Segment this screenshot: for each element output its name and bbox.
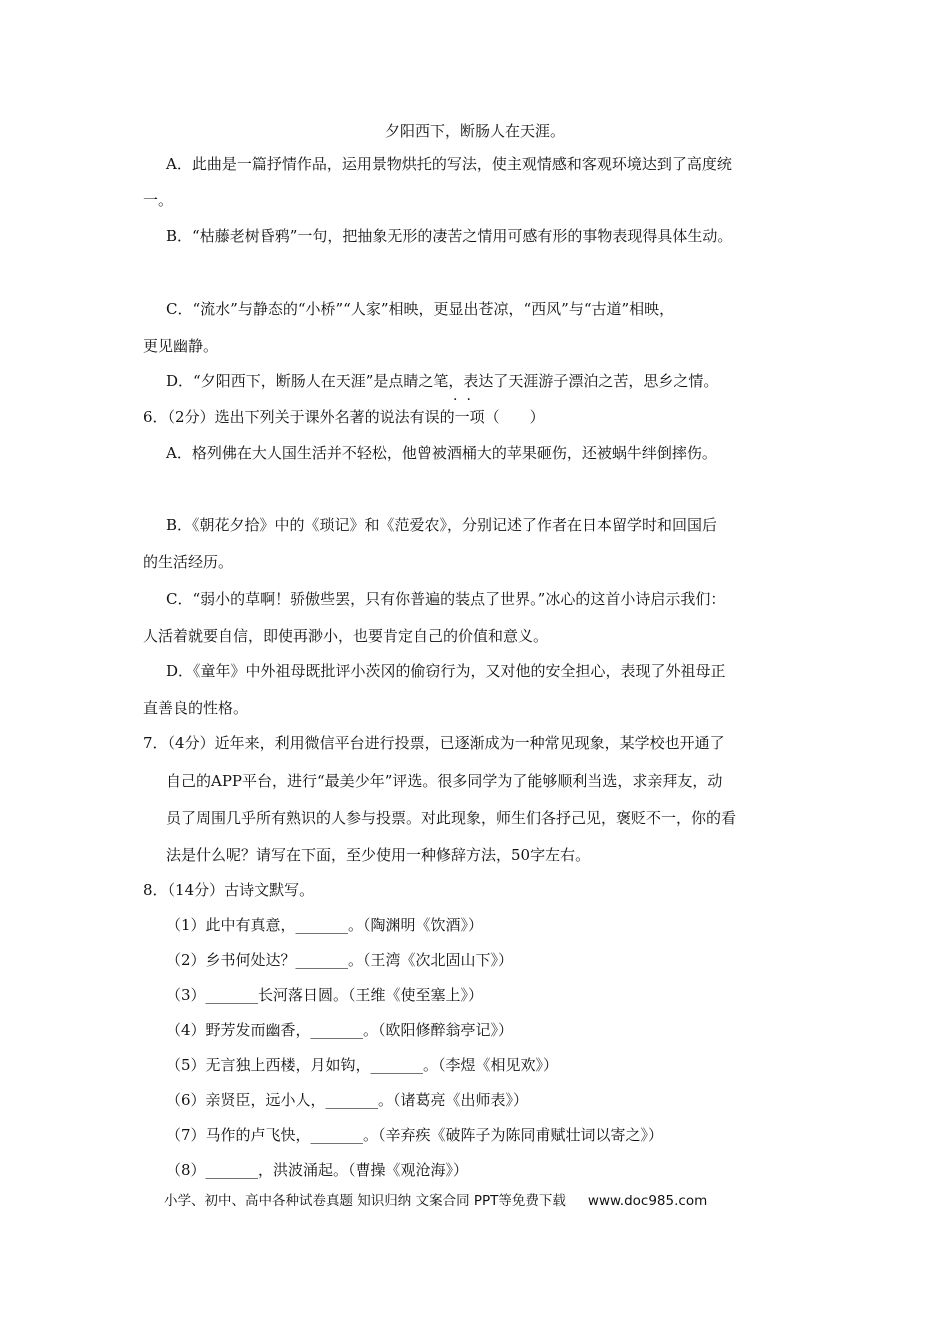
q7-line-3: 员了周围几乎所有熟识的人参与投票。对此现象，师生们各抒己见，褒贬不一，你的看	[166, 809, 737, 827]
q6-option-d-line-1: D．《童年》中外祖母既批评小茨冈的偷窃行为，又对他的安全担心，表现了外祖母正	[166, 662, 726, 680]
q5-option-c-line-2: 更见幽静。	[143, 337, 219, 355]
q6-option-b-line-2: 的生活经历。	[143, 553, 234, 571]
emphasis-dots: ··	[453, 392, 480, 408]
q8-item-2: （2）乡书何处达？_______。（王湾《次北固山下》）	[166, 951, 514, 969]
q6-option-a: A．格列佛在大人国生活并不轻松，他曾被酒桶大的苹果砸伤，还被蜗牛绊倒摔伤。	[166, 444, 717, 462]
q8-item-7: （7）马作的卢飞快，_______。（辛弃疾《破阵子为陈同甫赋壮词以寄之》）	[166, 1126, 664, 1144]
q6-option-c-line-2: 人活着就要自信，即使再渺小，也要肯定自己的价值和意义。	[143, 627, 549, 645]
q8-item-8: （8）_______，洪波涌起。（曹操《观沧海》）	[166, 1161, 469, 1179]
q5-option-b: B．“枯藤老树昏鸦”一句，把抽象无形的凄苦之情用可感有形的事物表现得具体生动。	[166, 227, 733, 245]
q8-item-1: （1）此中有真意，_______。（陶渊明《饮酒》）	[166, 916, 484, 934]
q6-option-c-line-1: C．“弱小的草啊！骄傲些罢，只有你普遍的装点了世界。”冰心的这首小诗启示我们：	[166, 590, 726, 608]
q6-option-d-line-2: 直善良的性格。	[143, 699, 249, 717]
q8-stem: 8．（14分）古诗文默写。	[143, 881, 315, 899]
q8-item-3: （3）_______长河落日圆。（王维《使至塞上》）	[166, 986, 484, 1004]
q5-option-a-line-2: 一。	[143, 191, 174, 209]
footer-url[interactable]: www.doc985.com	[587, 1193, 708, 1209]
q5-option-d: D．“夕阳西下，断肠人在天涯”是点睛之笔，表达了天涯游子漂泊之苦，思乡之情。	[166, 372, 719, 390]
q7-line-1: 7．（4分）近年来，利用微信平台进行投票，已逐渐成为一种常见现象，某学校也开通了	[143, 734, 725, 752]
q8-item-4: （4）野芳发而幽香，_______。（欧阳修醉翁亭记》）	[166, 1021, 514, 1039]
q7-line-4: 法是什么呢？请写在下面，至少使用一种修辞方法，50字左右。	[166, 846, 591, 864]
q6-option-b-line-1: B．《朝花夕拾》中的《琐记》和《范爱农》，分别记述了作者在日本留学时和回国后	[166, 516, 718, 534]
q6-stem: 6．（2分）选出下列关于课外名著的说法有误的一项（ ）	[143, 408, 545, 426]
poem-last-line: 夕阳西下，断肠人在天涯。	[384, 122, 565, 140]
q5-option-c-line-1: C．“流水”与静态的“小桥”“人家”相映，更显出苍凉，“西风”与“古道”相映，	[166, 300, 675, 318]
q7-line-2: 自己的APP平台，进行“最美少年”评选。很多同学为了能够顺利当选，求亲拜友，动	[166, 772, 723, 790]
footer-text: 小学、初中、高中各种试卷真题 知识归纳 文案合同 PPT等免费下载	[164, 1193, 566, 1209]
q5-option-a-line-1: A．此曲是一篇抒情作品，运用景物烘托的写法，使主观情感和客观环境达到了高度统	[166, 155, 732, 173]
q8-item-6: （6）亲贤臣，远小人，_______。（诸葛亮《出师表》）	[166, 1091, 529, 1109]
page-footer	[164, 1192, 707, 1210]
q8-item-5: （5）无言独上西楼，月如钩，_______。（李煜《相见欢》）	[166, 1056, 559, 1074]
